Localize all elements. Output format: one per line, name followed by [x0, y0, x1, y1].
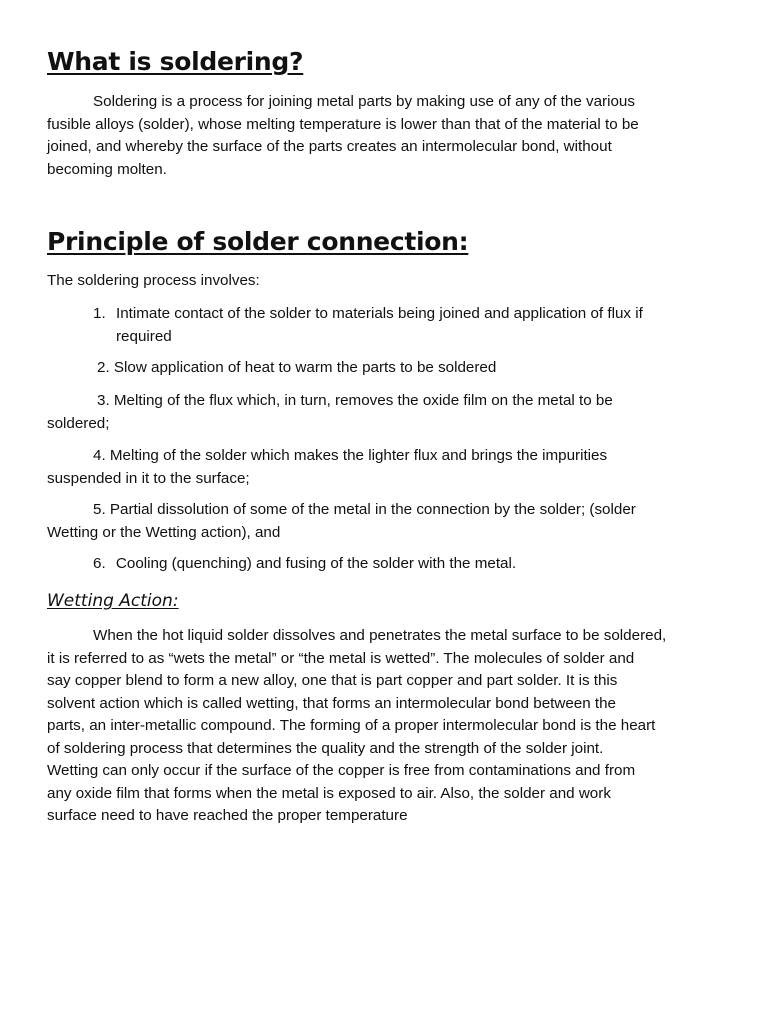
list-item-number: 1. [93, 305, 106, 322]
list-item-5 [47, 499, 636, 544]
list-item-line: Wetting or the Wetting action), and [47, 523, 281, 541]
intro-text: The soldering process involves: [47, 272, 260, 289]
paragraph-line: surface need to have reached the proper temperature [47, 807, 408, 824]
list-item-line: 3. Melting of the flux which, in turn, removes the oxide film on the metal to be [97, 392, 613, 409]
heading-principle-of-solder-connection: Principle of solder connection: [47, 227, 469, 256]
paragraph-line: joined, and whereby the surface of the parts creates an intermolecular bond, without [47, 138, 612, 155]
list-item-6 [93, 553, 516, 576]
list-item-line: 4. Melting of the solder which makes the lighter flux and brings the impurities [93, 447, 608, 464]
list-item-text: Cooling (quenching) and fusing of the solder with the metal. [115, 555, 517, 572]
heading-wetting-action: Wetting Action: [47, 591, 179, 611]
list-item-line: soldered; [47, 414, 110, 432]
paragraph-line: solvent action which is called wetting, that forms an intermolecular bond between the [47, 694, 616, 712]
list-item-1 [47, 303, 727, 348]
list-item-line: required [116, 327, 172, 345]
paragraph-line: parts, an inter-metallic compound. The forming of a proper intermolecular bond is the heart [47, 717, 656, 734]
list-item-2: 2. Slow application of heat to warm the parts to be soldered [97, 359, 497, 376]
list-item-line: suspended in it to the surface; [47, 469, 250, 487]
heading-what-is-soldering: What is soldering? [47, 47, 304, 76]
paragraph-definition [47, 91, 639, 181]
list-item-line: 5. Partial dissolution of some of the metal in the connection by the solder; (solder [93, 501, 636, 518]
paragraph-line: any oxide film that forms when the metal is exposed to air. Also, the solder and work [47, 784, 611, 802]
list-item-4 [47, 445, 607, 490]
paragraph-wetting-action [47, 625, 666, 828]
list-item-3 [47, 390, 613, 435]
paragraph-line: Soldering is a process for joining metal parts by making use of any of the various [93, 93, 635, 110]
paragraph-line: fusible alloys (solder), whose melting temperature is lower than that of the material to be [47, 115, 639, 133]
list-item-line: Intimate contact of the solder to materials being joined and application of flux if [116, 305, 643, 322]
paragraph-line: Wetting can only occur if the surface of the copper is free from contaminations and from [47, 762, 636, 779]
paragraph-line: becoming molten. [47, 160, 167, 178]
paragraph-line: it is referred to as “wets the metal” or “the metal is wetted”. The molecules of solder and [47, 649, 635, 667]
paragraph-line: of soldering process that determines the quality and the strength of the solder joint. [47, 739, 604, 757]
paragraph-line: When the hot liquid solder dissolves and penetrates the metal surface to be soldered, [93, 627, 667, 644]
paragraph-line: say copper blend to form a new alloy, one that is part copper and part solder. It is this [47, 672, 618, 689]
list-item-number: 6. [93, 555, 106, 572]
